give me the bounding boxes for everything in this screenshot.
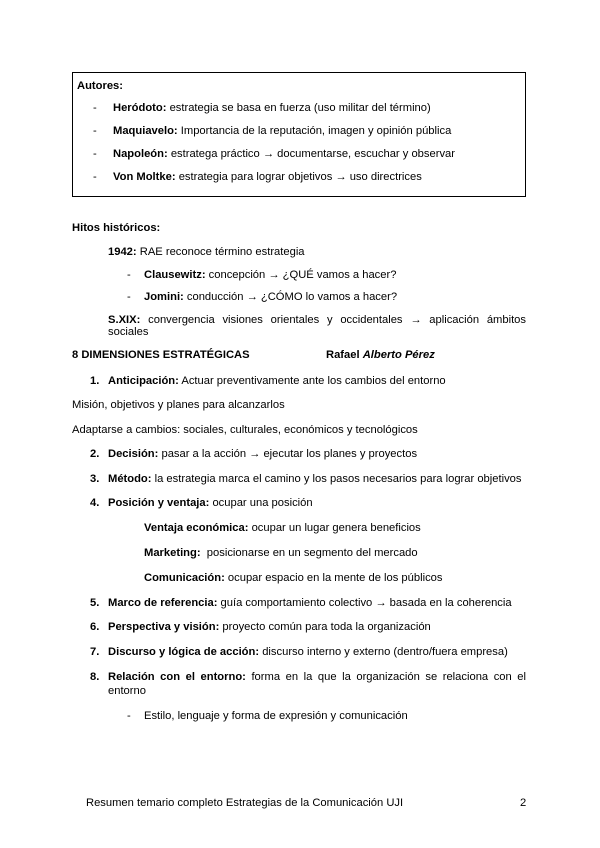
list-item: -: [93, 125, 97, 137]
dimension-number: 3.: [90, 473, 100, 485]
list-item: Maquiavelo: Importancia de la reputación, imagen y opinión pública: [113, 125, 452, 137]
list-item: -: [127, 710, 131, 722]
list-item: Napoleón: estratega práctico → documentarse, escuchar y observar: [113, 148, 455, 160]
authors-title: Autores:: [77, 80, 123, 92]
list-item: Estilo, lenguaje y forma de expresión y comunicación: [144, 710, 408, 722]
dimension-item: Relación con el entorno: forma en la que la organización se relaciona con el: [108, 671, 526, 683]
dimension-number: 6.: [90, 621, 100, 633]
page-number: 2: [520, 797, 527, 809]
list-item: -: [93, 148, 97, 160]
list-item: -: [93, 102, 97, 114]
posicion-subitem: Marketing: posicionarse en un segmento del mercado: [144, 547, 418, 559]
list-item: Von Moltke: estrategia para lograr objetivos → uso directrices: [113, 171, 422, 183]
plain-text: Misión, objetivos y planes para alcanzarlos: [72, 399, 285, 411]
hitos-title: Hitos históricos:: [72, 222, 161, 234]
list-item: Clausewitz: concepción → ¿QUÉ vamos a hacer?: [144, 269, 397, 281]
dimension-number: 5.: [90, 597, 100, 609]
dimension-number: 8.: [90, 671, 100, 683]
plain-text: Adaptarse a cambios: sociales, culturales, económicos y tecnológicos: [72, 424, 418, 436]
posicion-subitem: Comunicación: ocupar espacio en la mente de los públicos: [144, 572, 443, 584]
dimension-item: Posición y ventaja: ocupar una posición: [108, 497, 313, 509]
dimension-item: Decisión: pasar a la acción → ejecutar los planes y proyectos: [108, 448, 418, 460]
hitos-1942: 1942: RAE reconoce término estrategia: [108, 246, 305, 258]
list-item: Jomini: conducción → ¿CÓMO lo vamos a hacer?: [144, 291, 398, 303]
dimension-item: Anticipación: Actuar preventivamente ante los cambios del entorno: [108, 375, 446, 387]
dimension-item: Discurso y lógica de acción: discurso interno y externo (dentro/fuera empresa): [108, 646, 508, 658]
dimension-item: Método: la estrategia marca el camino y los pasos necesarios para lograr objetivos: [108, 473, 522, 485]
dimension-number: 4.: [90, 497, 100, 509]
list-item: -: [93, 171, 97, 183]
footer-text: Resumen temario completo Estrategias de la Comunicación UJI: [86, 797, 404, 809]
hitos-sxix: S.XIX: convergencia visiones orientales y occidentales → aplicación ámbitos: [108, 314, 526, 326]
posicion-subitem: Ventaja económica: ocupar un lugar genera beneficios: [144, 522, 421, 534]
dimensions-author: Rafael Alberto Pérez: [326, 349, 435, 361]
list-item: Heródoto: estrategia se basa en fuerza (uso militar del término): [113, 102, 431, 114]
dimension-number: 7.: [90, 646, 100, 658]
list-item: -: [127, 291, 131, 303]
dimension-number: 1.: [90, 375, 100, 387]
hitos-sxix-cont: sociales: [108, 326, 149, 338]
dimension-item: Perspectiva y visión: proyecto común para toda la organización: [108, 621, 431, 633]
dimensions-title: 8 DIMENSIONES ESTRATÉGICAS: [72, 349, 250, 361]
dimension-number: 2.: [90, 448, 100, 460]
dimension-item-cont: entorno: [108, 685, 146, 697]
dimension-item: Marco de referencia: guía comportamiento colectivo → basada en la coherencia: [108, 597, 512, 609]
list-item: -: [127, 269, 131, 281]
